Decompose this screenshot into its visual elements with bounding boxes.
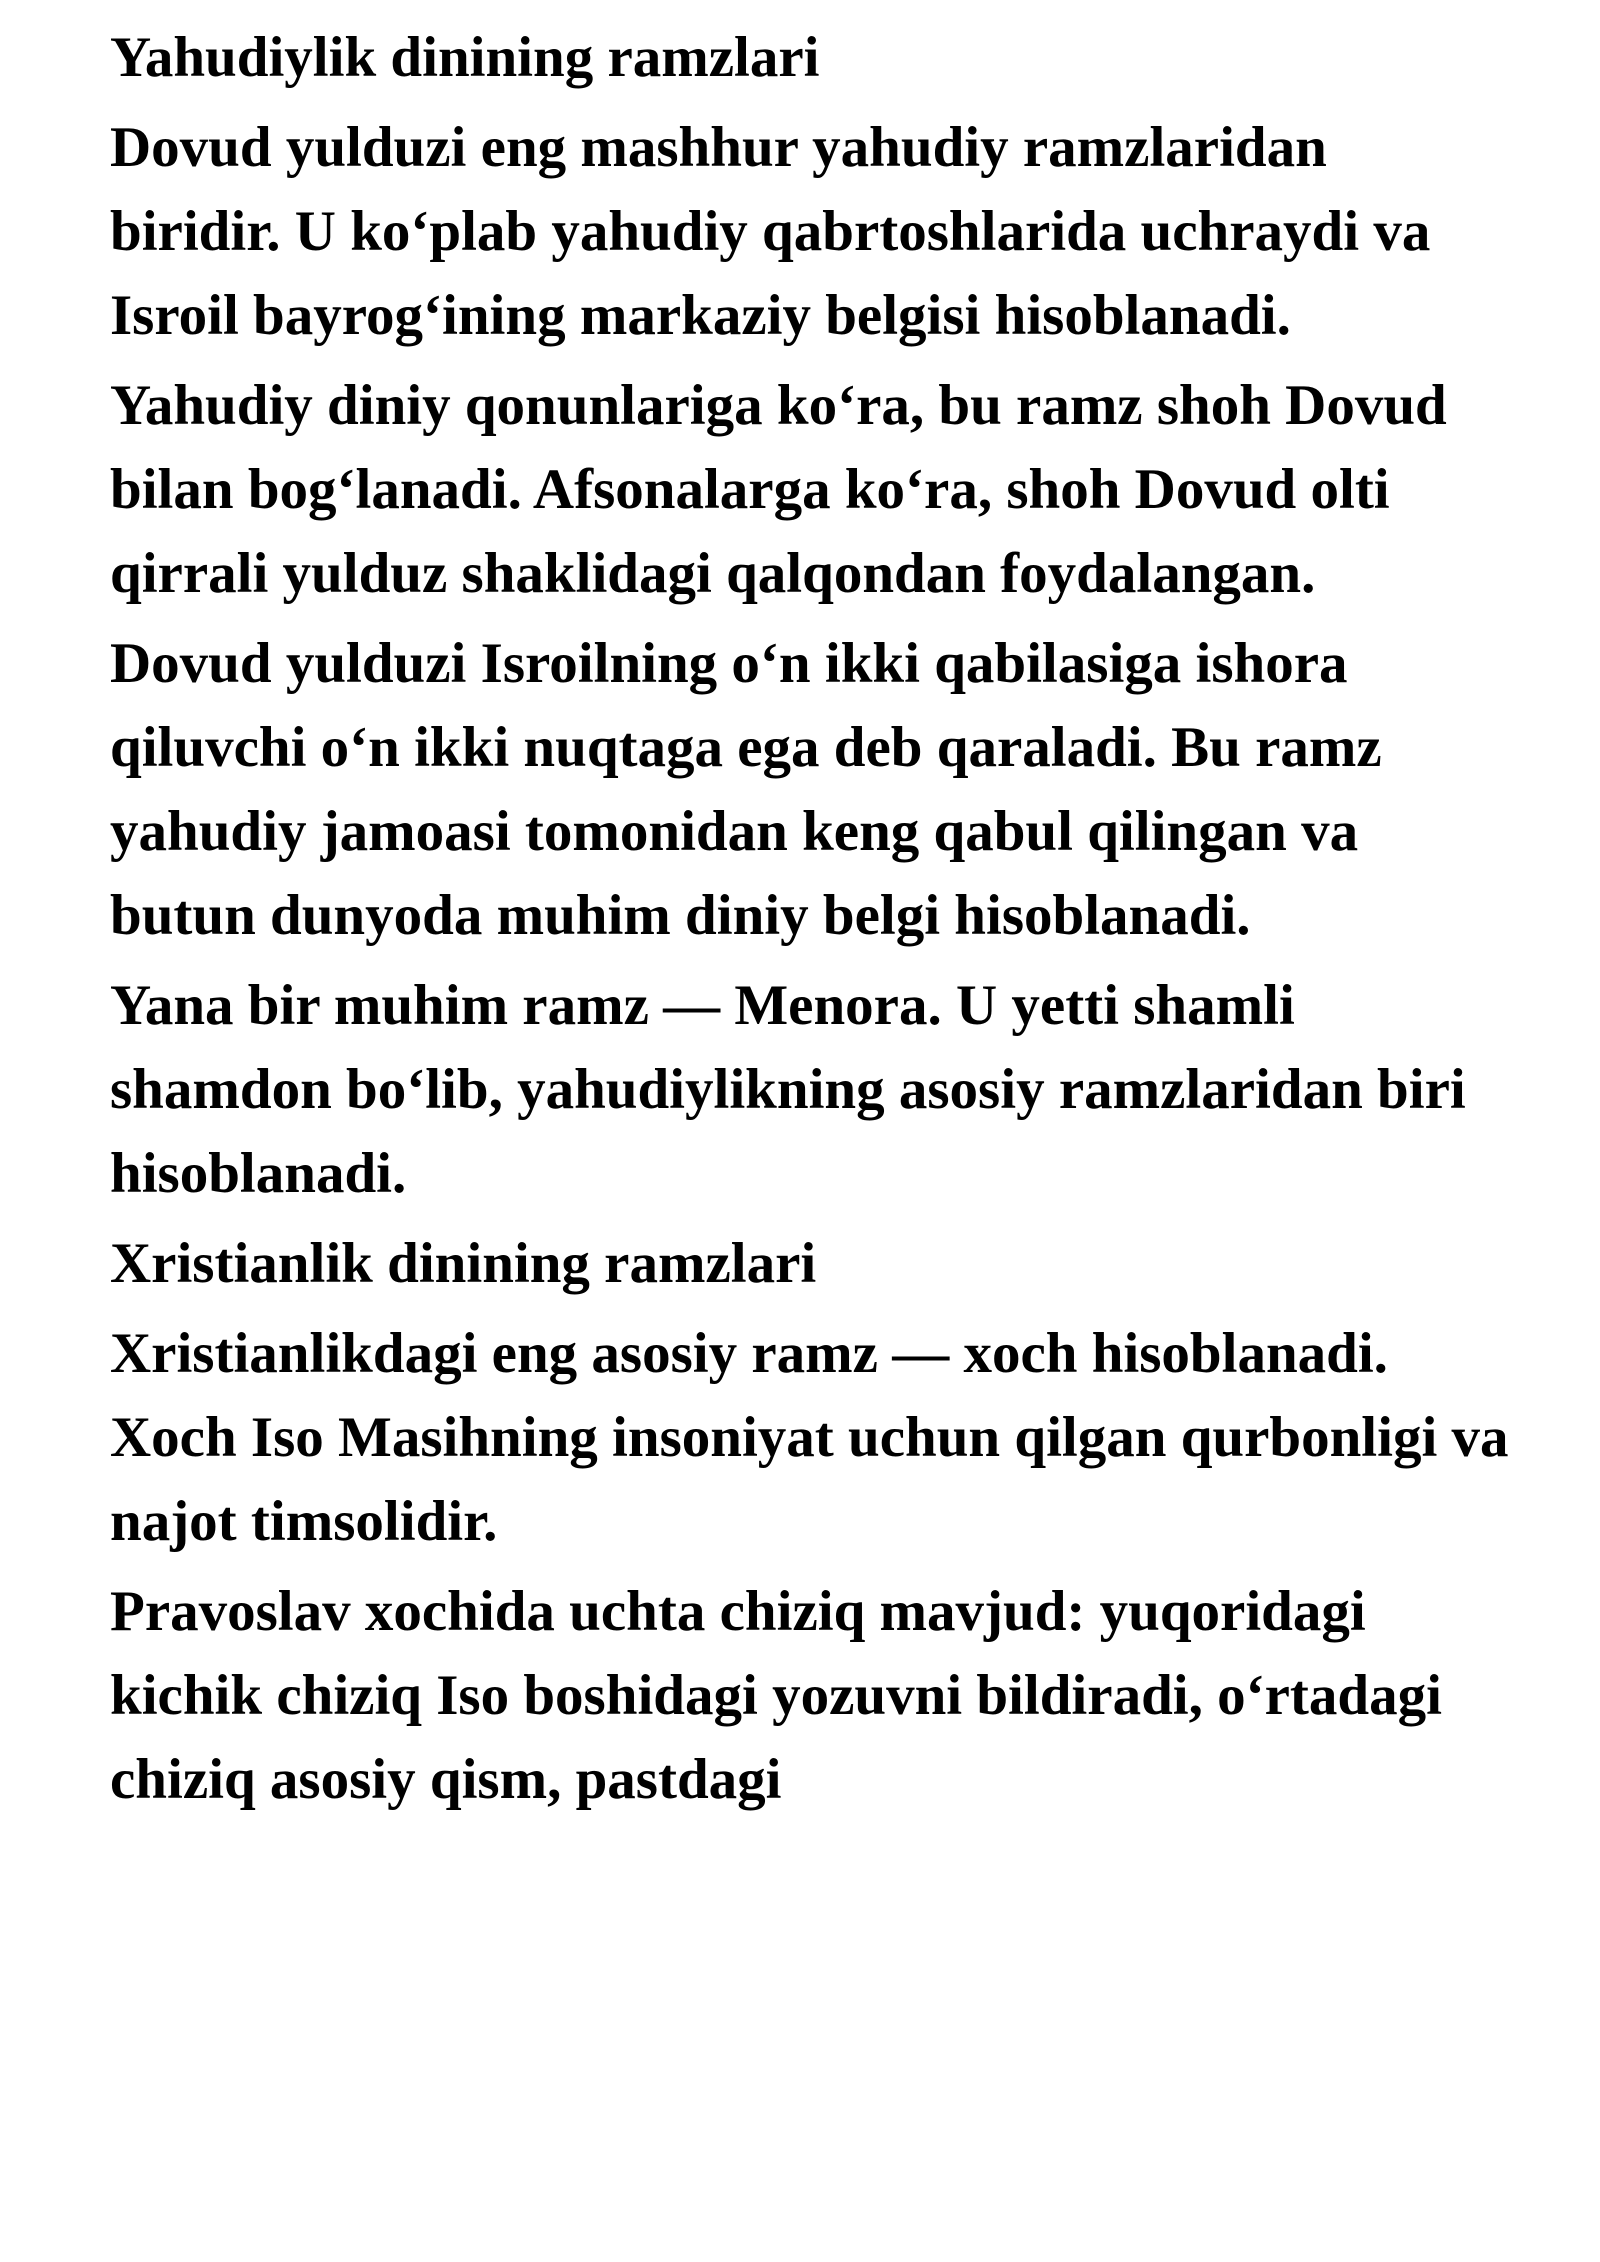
paragraph-cross: Xristianlikdagi eng asosiy ramz — xoch hisoblanadi. Xoch Iso Masihning insoniyat uchun qilgan qurbonligi va najot timsolidir. [110, 1322, 1509, 1553]
paragraph-orthodox-cross: Pravoslav xochida uchta chiziq mavjud: yuqoridagi kichik chiziq Iso boshidagi yozuvni bildiradi, o‘rtadagi chiziq asosiy qism, pastdagi [110, 1580, 1442, 1811]
paragraph-king-david: Yahudiy diniy qonunlariga ko‘ra, bu ramz shoh Dovud bilan bog‘lanadi. Afsonalarga ko‘ra, shoh Dovud olti qirrali yulduz shaklidagi qalqondan foydalangan. [110, 374, 1447, 605]
section-heading-christianity: Xristianlik dinining ramzlari [110, 1232, 817, 1295]
paragraph-star-of-david-intro: Dovud yulduzi eng mashhur yahudiy ramzlaridan biridir. U ko‘plab yahudiy qabrtoshlarida uchraydi va Isroil bayrog‘ining markaziy belgisi hisoblanadi. [110, 116, 1431, 347]
paragraph-menorah: Yana bir muhim ramz — Menora. U yetti shamli shamdon bo‘lib, yahudiylikning asosiy ramzlaridan biri hisoblanadi. [110, 974, 1466, 1205]
section-heading-judaism: Yahudiylik dinining ramzlari [110, 26, 820, 89]
paragraph-twelve-tribes: Dovud yulduzi Isroilning o‘n ikki qabilasiga ishora qiluvchi o‘n ikki nuqtaga ega deb qaraladi. Bu ramz yahudiy jamoasi tomonidan keng qabul qilingan va butun dunyoda muhim diniy belgi hisoblanadi. [110, 632, 1382, 947]
